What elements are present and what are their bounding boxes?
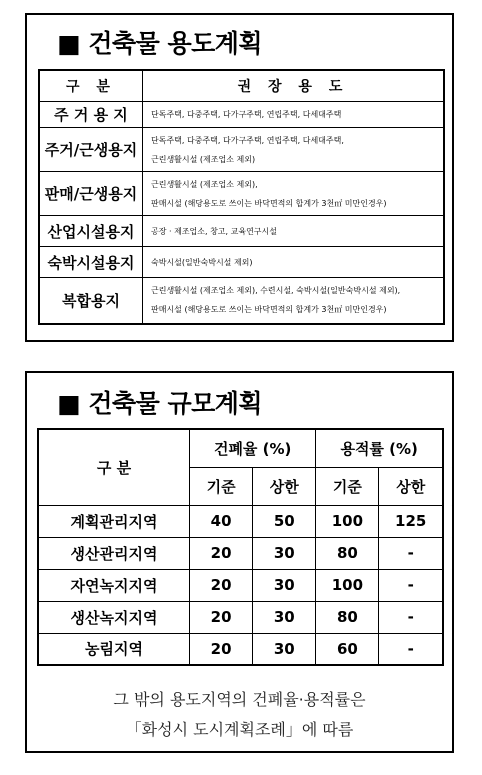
table-row xyxy=(38,505,443,537)
bcr-standard: 20 xyxy=(190,633,253,665)
zone-category: 주거/근생용지 xyxy=(39,128,143,172)
subheader-far-standard: 기준 xyxy=(316,467,379,505)
use-line: 단독주택, 다중주택, 다가구주택, 연립주택, 다세대주택 xyxy=(151,110,342,119)
header-recommended-use: 권 장 용 도 xyxy=(143,70,445,102)
far-standard: 80 xyxy=(316,537,379,569)
zone-category: 산업시설용지 xyxy=(39,216,143,247)
bcr-standard: 20 xyxy=(190,601,253,633)
table-header-row xyxy=(39,70,444,102)
bcr-standard: 40 xyxy=(190,505,253,537)
table-row xyxy=(38,601,443,633)
use-line: 근린생활시설 (제조업소 제외), xyxy=(151,179,258,189)
bcr-max: 30 xyxy=(253,537,316,569)
far-standard: 100 xyxy=(316,505,379,537)
subheader-far-max: 상한 xyxy=(379,467,443,505)
far-standard: 100 xyxy=(316,569,379,601)
zone-name: 계획관리지역 xyxy=(38,505,190,537)
use-line: 근린생활시설 (제조업소 제외), 수련시설, 숙박시설(일반숙박시설 제외), xyxy=(151,286,401,296)
table-row xyxy=(39,247,444,278)
zoning-plan-table xyxy=(38,69,445,325)
zone-category: 주 거 용 지 xyxy=(39,102,143,128)
zone-name: 생산관리지역 xyxy=(38,537,190,569)
table-row xyxy=(38,537,443,569)
recommended-uses xyxy=(143,172,445,216)
subheader-bcr-max: 상한 xyxy=(253,467,316,505)
far-standard: 80 xyxy=(316,601,379,633)
bcr-standard: 20 xyxy=(190,537,253,569)
far-max: - xyxy=(379,537,443,569)
zone-category: 숙박시설용지 xyxy=(39,247,143,278)
use-line: 판매시설 (해당용도로 쓰이는 바닥면적의 합계가 3천㎡ 미만인경우) xyxy=(151,198,387,208)
far-max: - xyxy=(379,601,443,633)
table-row xyxy=(38,569,443,601)
bcr-standard: 20 xyxy=(190,569,253,601)
use-line: 공장 · 제조업소, 창고, 교육연구시설 xyxy=(151,226,277,236)
footnote-line-2: 「화성시 도시계획조례」에 따름 xyxy=(125,720,354,739)
table-row xyxy=(39,102,444,128)
far-standard: 60 xyxy=(316,633,379,665)
use-line: 숙박시설(일반숙박시설 제외) xyxy=(151,257,253,267)
zoning-plan-panel xyxy=(25,13,454,342)
far-max: - xyxy=(379,569,443,601)
use-line: 단독주택, 다중주택, 다가구주택, 연립주택, 다세대주택, xyxy=(151,135,344,145)
recommended-uses xyxy=(143,102,445,128)
far-max: 125 xyxy=(379,505,443,537)
header-category: 구 분 xyxy=(38,429,190,505)
scale-plan-panel xyxy=(25,371,454,753)
scale-plan-table xyxy=(37,428,444,666)
zone-name: 생산녹지지역 xyxy=(38,601,190,633)
header-category: 구 분 xyxy=(39,70,143,102)
header-building-coverage-ratio: 건폐율 (%) xyxy=(190,429,316,467)
table-row xyxy=(38,633,443,665)
header-floor-area-ratio: 용적률 (%) xyxy=(316,429,443,467)
bcr-max: 50 xyxy=(253,505,316,537)
recommended-uses xyxy=(143,247,445,278)
zone-name: 자연녹지지역 xyxy=(38,569,190,601)
recommended-uses xyxy=(143,128,445,172)
table-row xyxy=(39,172,444,216)
far-max: - xyxy=(379,633,443,665)
subheader-bcr-standard: 기준 xyxy=(190,467,253,505)
table-header-row xyxy=(38,429,443,467)
zone-category: 판매/근생용지 xyxy=(39,172,143,216)
footnote-line-1: 그 밖의 용도지역의 건폐율·용적률은 xyxy=(113,690,366,709)
table-row xyxy=(39,128,444,172)
zone-category: 복합용지 xyxy=(39,278,143,324)
recommended-uses xyxy=(143,216,445,247)
recommended-uses xyxy=(143,278,445,324)
use-line: 근린생활시설 (제조업소 제외) xyxy=(151,154,256,164)
bcr-max: 30 xyxy=(253,601,316,633)
scale-plan-title: ■ 건축물 규모계획 xyxy=(57,389,263,418)
bcr-max: 30 xyxy=(253,569,316,601)
table-row xyxy=(39,216,444,247)
use-line: 판매시설 (해당용도로 쓰이는 바닥면적의 합계가 3천㎡ 미만인경우) xyxy=(151,305,387,315)
zoning-plan-title: ■ 건축물 용도계획 xyxy=(57,29,263,58)
zone-name: 농림지역 xyxy=(38,633,190,665)
bcr-max: 30 xyxy=(253,633,316,665)
table-row xyxy=(39,278,444,324)
